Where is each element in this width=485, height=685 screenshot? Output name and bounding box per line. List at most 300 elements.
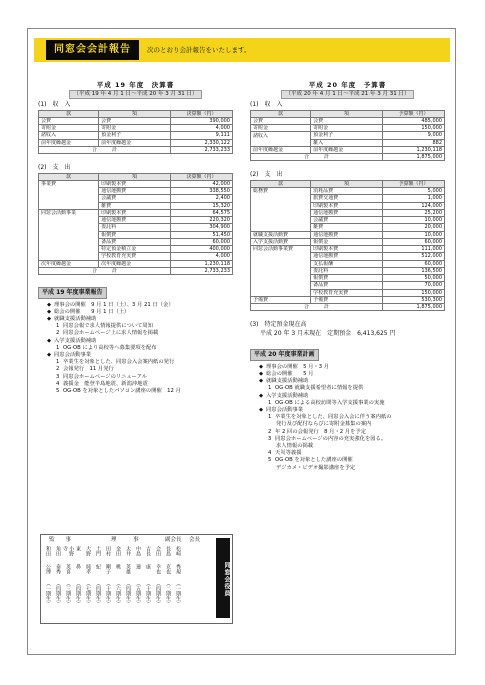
- list-marker: 1: [268, 414, 272, 421]
- amount-cell: 1,230,118: [382, 146, 444, 153]
- officer-given-name: 康: [145, 564, 152, 569]
- officer-column: [73, 538, 83, 609]
- category-cell: [251, 195, 311, 202]
- budget-expense-row: [251, 202, 445, 209]
- budget-expense-row: [251, 224, 445, 231]
- total-label: 合 計: [251, 154, 383, 161]
- officer-surname: 角田: [55, 546, 62, 556]
- list-marker: ◆: [47, 351, 52, 358]
- settlement-expense-row: [39, 195, 233, 202]
- list-marker: 2: [56, 330, 60, 337]
- list-text: OG·OB により高校等へ募集要項を配布: [63, 344, 157, 351]
- category-cell: [39, 195, 99, 202]
- amount-cell: 220,320: [170, 217, 232, 224]
- item-cell: 印刷製本費: [99, 209, 171, 216]
- item-cell: 通信運搬費: [99, 217, 171, 224]
- amount-cell: 124,000: [382, 202, 444, 209]
- officer-given-name: 英喜: [65, 564, 72, 574]
- officer-surname: 土門: [95, 546, 102, 556]
- amount-cell: 25,200: [382, 209, 444, 216]
- category-cell: 諸収入: [251, 132, 311, 139]
- category-cell: 同窓会活動事業: [39, 209, 99, 216]
- amount-cell: 64,575: [170, 209, 232, 216]
- list-item: [250, 436, 445, 443]
- list-item: [250, 393, 445, 400]
- list-text: 求人情報の掲載: [276, 442, 314, 449]
- officer-generation: （一期生）: [45, 581, 52, 606]
- list-marker: ◆: [47, 308, 52, 315]
- item-cell: 報償費: [99, 231, 171, 238]
- officer-role: 副会長: [165, 537, 182, 543]
- budget-header: [250, 81, 445, 99]
- list-text: 同窓会ホームページの内容の充実強化を図る。: [275, 435, 387, 442]
- list-marker: 5: [268, 457, 272, 464]
- officer-generation: （四期生）: [75, 581, 82, 606]
- amount-cell: 9,111: [170, 132, 232, 139]
- list-marker: 1: [268, 399, 272, 406]
- budget-title: 平成 20 年度 予算書: [308, 81, 387, 89]
- amount-cell: 60,000: [170, 238, 232, 245]
- item-cell: 通信運搬費: [311, 253, 383, 260]
- amount-cell: 390,000: [170, 117, 232, 124]
- list-marker: ◆: [259, 392, 264, 399]
- settlement-expense-total-row: [39, 267, 233, 274]
- officer-column: [173, 538, 183, 609]
- budget-expense-row: [251, 246, 445, 253]
- amount-cell: 882: [382, 139, 444, 146]
- settlement-expense-row: [39, 231, 233, 238]
- list-item: [38, 366, 233, 373]
- amount-cell: 1,000: [382, 195, 444, 202]
- list-item: [250, 400, 445, 407]
- officer-column: [113, 538, 123, 609]
- settlement-expense-row: [39, 202, 233, 209]
- item-cell: 支払報酬: [311, 260, 383, 267]
- savings-text: 平成 20 年 3 月末現在 定期預金 6,413,625 円: [260, 329, 396, 337]
- list-text: 天災等義援: [275, 450, 302, 457]
- budget-expense-row: [251, 253, 445, 260]
- officer-column: [153, 538, 163, 609]
- category-cell: [251, 289, 311, 296]
- item-cell: 委託料: [99, 224, 171, 231]
- budget-expense-label: (2) 支 出: [250, 171, 283, 179]
- budget-income-row: [251, 117, 445, 124]
- list-item: [250, 364, 445, 371]
- officer-column: [103, 538, 113, 609]
- item-cell: 学校教育充実費: [311, 289, 383, 296]
- list-text: 同窓会ホームページのリニューアル: [63, 373, 148, 380]
- item-cell: 預金利子: [311, 132, 383, 139]
- budget-expense-row: [251, 289, 445, 296]
- category-cell: 寄附金: [251, 125, 311, 132]
- item-cell: 消耗品費: [311, 188, 383, 195]
- settlement-expense-table: [38, 173, 233, 276]
- column-header: 項: [311, 180, 383, 187]
- settlement-expense-row: [39, 188, 233, 195]
- plan20-list: [250, 364, 445, 472]
- officer-column: [93, 538, 103, 609]
- officer-surname: 小野寺: [62, 546, 75, 556]
- amount-cell: 2,330,122: [170, 139, 232, 146]
- officer-generation: （二期生）: [165, 581, 172, 606]
- list-text: 義援金 能登半島地震、新潟沖地震: [63, 380, 148, 387]
- officer-role: 監 事: [49, 537, 72, 543]
- list-marker: 4: [268, 450, 272, 457]
- item-cell: 会議費: [311, 217, 383, 224]
- list-marker: 1: [56, 359, 60, 366]
- list-item: [38, 345, 233, 352]
- budget-expense-row: [251, 238, 445, 245]
- amount-cell: 136,500: [382, 267, 444, 274]
- item-cell: 前年度繰越金: [311, 146, 383, 153]
- list-marker: ◆: [259, 378, 264, 385]
- officer-surname: 東: [75, 546, 82, 551]
- list-text: OG·OB 就職支援希望者に情報を提供: [275, 385, 364, 392]
- item-cell: 会議費: [99, 195, 171, 202]
- officer-generation: （四期生）: [155, 581, 162, 606]
- category-cell: [251, 217, 311, 224]
- amount-cell: 70,000: [382, 282, 444, 289]
- category-cell: [251, 260, 311, 267]
- settlement-expense-row: [39, 217, 233, 224]
- list-marker: ◆: [47, 337, 52, 344]
- list-item: [250, 421, 445, 428]
- officer-generation: （四期生）: [55, 581, 62, 606]
- budget-income-table: [250, 110, 445, 162]
- list-text: 同窓会活動事業: [266, 406, 304, 413]
- list-marker: 4: [56, 380, 60, 387]
- item-cell: 委託料: [311, 267, 383, 274]
- item-cell: 次年度繰越金: [99, 260, 171, 267]
- officer-surname: 大野: [85, 546, 92, 556]
- amount-cell: 4,000: [170, 125, 232, 132]
- settlement-income-row: [39, 132, 233, 139]
- officer-column: [123, 538, 133, 609]
- amount-cell: 4,000: [170, 253, 232, 260]
- officer-generation: （一期生）: [175, 581, 182, 606]
- item-cell: 通信運搬費: [311, 209, 383, 216]
- item-cell: 会費: [311, 117, 383, 124]
- officers-box: [40, 534, 233, 624]
- list-item: [38, 302, 233, 309]
- officer-given-name: 幸也: [155, 564, 162, 574]
- budget-income-row: [251, 132, 445, 139]
- item-cell: 寄附金: [99, 125, 171, 132]
- list-text: 同窓会ホームページ上に求人情報を掲載: [63, 330, 159, 337]
- list-marker: 1: [56, 344, 60, 351]
- list-marker: 3: [268, 435, 272, 442]
- list-text: 総会の開催 9 月 1 日（土）: [54, 308, 130, 315]
- officer-generation: （十期生）: [105, 581, 112, 606]
- item-cell: 旅費交通費: [311, 195, 383, 202]
- list-text: 年 2 回の会報発行 8 月・2 月を予定: [275, 428, 367, 435]
- settlement-expense-row: [39, 246, 233, 253]
- budget-expense-row: [251, 195, 445, 202]
- item-cell: 通信運搬費: [99, 188, 171, 195]
- item-cell: 雑費: [99, 202, 171, 209]
- item-cell: 印刷製本費: [99, 180, 171, 187]
- category-cell: [251, 209, 311, 216]
- column-header: 決算額（円）: [170, 173, 232, 180]
- list-marker: ◆: [259, 406, 264, 413]
- category-cell: [251, 275, 311, 282]
- category-cell: 入学支援活動費: [251, 238, 311, 245]
- officer-column: [63, 538, 73, 609]
- item-cell: 寄附金: [311, 125, 383, 132]
- budget-expense-row: [251, 296, 445, 303]
- budget-expense-row: [251, 217, 445, 224]
- officer-surname: 会田: [155, 546, 162, 556]
- amount-cell: 10,000: [382, 217, 444, 224]
- settlement-title: 平成 19 年度 決算書: [96, 81, 175, 89]
- list-text: 同窓会活動事業: [54, 351, 92, 358]
- column-header: 項: [311, 110, 383, 117]
- column-header: 予算額（円）: [382, 110, 444, 117]
- category-cell: [251, 202, 311, 209]
- item-cell: 特定預金積立金: [99, 246, 171, 253]
- officer-generation: （六期生）: [115, 581, 122, 606]
- category-cell: [251, 224, 311, 231]
- category-cell: 総務費: [251, 188, 311, 195]
- officer-column: [43, 538, 53, 609]
- officer-surname: 田村: [105, 546, 112, 556]
- total-label: 合 計: [251, 304, 383, 311]
- budget-income-total-row: [251, 154, 445, 161]
- list-text: 理事会の開催 5 月・3 月: [266, 363, 330, 370]
- amount-cell: 512,000: [382, 253, 444, 260]
- list-marker: 3: [56, 373, 60, 380]
- budget-expense-total-row: [251, 304, 445, 311]
- officer-surname: 太井: [125, 546, 132, 556]
- officer-surname: 中島: [135, 546, 142, 556]
- list-text: 入学支援活動補助: [54, 337, 97, 344]
- list-text: 発行及び配付ならびに寄附金募集の案内: [276, 421, 372, 428]
- amount-cell: 338,550: [170, 188, 232, 195]
- banner-title: 同窓会会計報告: [46, 40, 139, 61]
- column-header: 予算額（円）: [382, 180, 444, 187]
- total-label: 合 計: [39, 146, 171, 153]
- settlement-income-row: [39, 117, 233, 124]
- list-item: [38, 309, 233, 316]
- total-amount: 1,875,000: [382, 304, 444, 311]
- amount-cell: 20,000: [382, 224, 444, 231]
- settlement-income-label: (1) 収 入: [38, 101, 71, 108]
- amount-cell: 150,000: [382, 289, 444, 296]
- item-cell: 前年度繰越金: [99, 139, 171, 146]
- amount-cell: 400,000: [170, 246, 232, 253]
- budget-expense-row: [251, 260, 445, 267]
- plan20-title: 平成 20 年度事業計画: [250, 349, 319, 361]
- officer-generation: （十期生）: [145, 581, 152, 606]
- officer-column: [163, 538, 173, 609]
- amount-cell: 51,450: [170, 231, 232, 238]
- item-cell: 雑入: [311, 139, 383, 146]
- list-text: 同窓会報で求人情報提供について周知: [63, 323, 153, 330]
- category-cell: [39, 224, 99, 231]
- item-cell: 報償費: [311, 275, 383, 282]
- amount-cell: 485,000: [382, 117, 444, 124]
- list-text: 会報発行 11 月発行: [63, 366, 114, 373]
- category-cell: 就職支援活動費: [251, 231, 311, 238]
- list-item: [250, 457, 445, 464]
- list-marker: 2: [56, 366, 60, 373]
- page-frame: [27, 28, 456, 655]
- category-cell: 前年度繰越金: [39, 139, 99, 146]
- list-item: [250, 385, 445, 392]
- officer-surname: 松崎: [175, 546, 182, 556]
- officer-given-name: 純孝: [85, 564, 92, 574]
- list-text: 就職支援活動補助: [54, 315, 97, 322]
- amount-cell: 304,900: [170, 224, 232, 231]
- officers-label: 同窓会役員: [216, 538, 230, 618]
- officer-surname: 和田: [45, 546, 52, 556]
- amount-cell: 111,000: [382, 246, 444, 253]
- officer-column: [143, 538, 153, 609]
- list-item: [38, 388, 233, 395]
- settlement-header: [38, 81, 233, 99]
- list-marker: ◆: [259, 363, 264, 370]
- category-cell: 会費: [39, 117, 99, 124]
- item-cell: 雑費: [311, 224, 383, 231]
- budget-column: [250, 81, 445, 472]
- officer-given-name: 秀規: [175, 564, 182, 574]
- officer-column: [83, 538, 93, 609]
- amount-cell: 50,000: [382, 275, 444, 282]
- amount-cell: 15,320: [170, 202, 232, 209]
- officer-column: [133, 538, 143, 609]
- list-item: [38, 381, 233, 388]
- settlement-income-row: [39, 125, 233, 132]
- settlement-expense-row: [39, 180, 233, 187]
- item-cell: 备品費: [99, 238, 171, 245]
- officer-given-name: 連: [135, 564, 142, 569]
- item-cell: 会費: [99, 117, 171, 124]
- category-cell: 予備費: [251, 296, 311, 303]
- budget-expense-row: [251, 282, 445, 289]
- list-marker: ◆: [47, 315, 52, 322]
- officer-generation: （四期生）: [95, 581, 102, 606]
- amount-cell: 5,000: [382, 188, 444, 195]
- settlement-expense-row: [39, 224, 233, 231]
- column-header: 決算額（円）: [170, 110, 232, 117]
- settlement-expense-row: [39, 209, 233, 216]
- budget-expense-row: [251, 188, 445, 195]
- settlement-income-row: [39, 139, 233, 146]
- category-cell: [251, 253, 311, 260]
- amount-cell: 42,000: [170, 180, 232, 187]
- list-item: [38, 338, 233, 345]
- list-text: 卒業生を対象とした、同窓会入会案内紙の発行: [63, 359, 175, 366]
- list-text: 卒業生を対象とした、同窓会入会に伴う案内紙の: [275, 414, 392, 421]
- item-cell: 予備費: [311, 296, 383, 303]
- column-header: 款: [39, 110, 99, 117]
- item-cell: 备品費: [311, 282, 383, 289]
- officer-given-name: 剛子: [105, 564, 112, 574]
- settlement-period: （平成 19 年 4 月 1 日〜平成 20 年 3 月 31 日）: [69, 90, 203, 99]
- officer-role: 会長: [189, 537, 201, 543]
- budget-income-label: (1) 収 入: [250, 101, 283, 108]
- column-header: 項: [99, 173, 171, 180]
- list-text: OG·OB を対象としたパソコン講座の開催 12 月: [63, 387, 181, 394]
- budget-period: （平成 20 年 4 月 1 日〜平成 21 年 3 月 31 日）: [281, 90, 415, 99]
- item-cell: 通信運搬費: [311, 231, 383, 238]
- list-marker: ◆: [259, 370, 264, 377]
- officer-given-name: 公博: [45, 564, 52, 574]
- category-cell: 寄附金: [39, 125, 99, 132]
- officer-role: 理 事: [111, 537, 139, 543]
- budget-expense-row: [251, 209, 445, 216]
- report19-title: 平成 19 年度事業報告: [38, 287, 107, 299]
- item-cell: 預金利子: [99, 132, 171, 139]
- total-amount: 2,733,233: [170, 267, 232, 274]
- list-item: [38, 330, 233, 337]
- report-banner: [34, 38, 450, 62]
- officer-surname: 長島: [165, 546, 172, 556]
- category-cell: [39, 238, 99, 245]
- total-amount: 1,875,000: [382, 154, 444, 161]
- officer-surname: 吉長: [145, 546, 152, 556]
- settlement-expense-row: [39, 238, 233, 245]
- budget-expense-row: [251, 231, 445, 238]
- savings-label: (3) 特定預金現在高: [250, 321, 307, 329]
- item-cell: 印刷製本費: [311, 202, 383, 209]
- category-cell: 前年度繰越金: [251, 146, 311, 153]
- settlement-expense-label: (2) 支 出: [38, 164, 71, 171]
- category-cell: 事業費: [39, 180, 99, 187]
- officer-given-name: 桃: [115, 564, 122, 569]
- list-marker: ◆: [47, 301, 52, 308]
- category-cell: [39, 202, 99, 209]
- amount-cell: 2,400: [170, 195, 232, 202]
- settlement-expense-row: [39, 260, 233, 267]
- officer-generation: （四期生）: [125, 581, 132, 606]
- list-text: デジカメ・ビデオ撮影講座を予定: [276, 464, 356, 471]
- category-cell: [251, 139, 311, 146]
- category-cell: [39, 246, 99, 253]
- list-marker: 2: [268, 428, 272, 435]
- report19-list: [38, 302, 233, 396]
- officer-generation: （五期生）: [135, 581, 142, 606]
- amount-cell: 150,000: [382, 125, 444, 132]
- officer-given-name: 泰秀: [55, 564, 62, 574]
- item-cell: 報償金: [311, 238, 383, 245]
- amount-cell: 530,300: [382, 296, 444, 303]
- amount-cell: 1,230,118: [170, 260, 232, 267]
- category-cell: [39, 253, 99, 260]
- total-amount: 2,733,233: [170, 146, 232, 153]
- list-marker: 5: [56, 387, 60, 394]
- list-item: [250, 465, 445, 472]
- list-text: 入学支援活動補助: [266, 392, 309, 399]
- budget-income-row: [251, 139, 445, 146]
- settlement-column: [38, 81, 233, 395]
- category-cell: [39, 188, 99, 195]
- column-header: 款: [251, 180, 311, 187]
- officer-given-name: 鼻: [75, 564, 82, 569]
- officer-generation: （三期生）: [65, 581, 72, 606]
- budget-expense-row: [251, 275, 445, 282]
- category-cell: 諸収入: [39, 132, 99, 139]
- settlement-income-table: [38, 110, 233, 155]
- list-marker: 1: [56, 323, 60, 330]
- list-item: [250, 429, 445, 436]
- list-marker: 1: [268, 385, 272, 392]
- budget-expense-table: [250, 180, 445, 312]
- officer-generation: （七期生）: [85, 581, 92, 606]
- officers-grid: [43, 538, 183, 609]
- item-cell: 学校教育充実費: [99, 253, 171, 260]
- column-header: 款: [251, 110, 311, 117]
